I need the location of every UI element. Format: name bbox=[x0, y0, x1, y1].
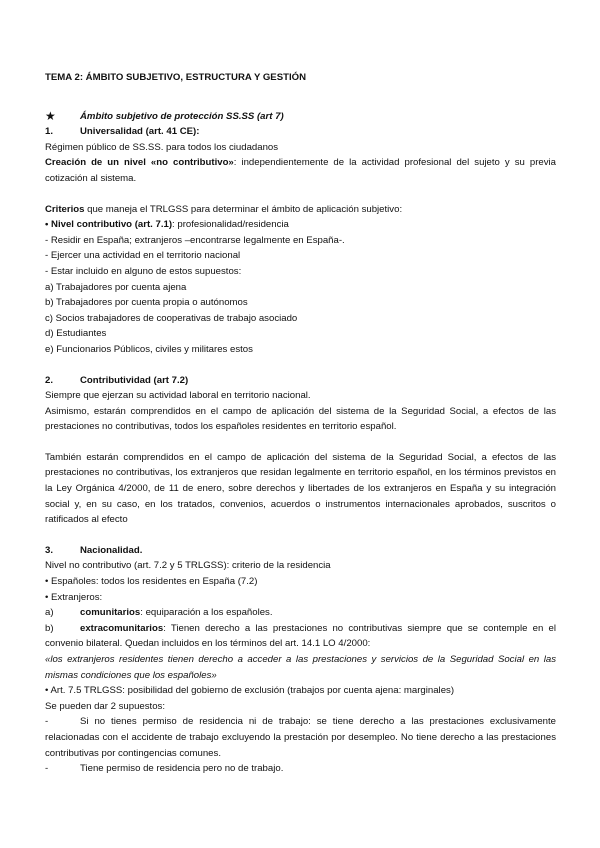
star-icon: ★ bbox=[45, 108, 56, 123]
paragraph-nivel bbox=[45, 217, 556, 233]
dash-item-1 bbox=[45, 714, 556, 761]
list-item: - Ejercer una actividad en el territorio nacional bbox=[45, 250, 241, 262]
section-title: Universalidad (art. 41 CE): bbox=[80, 126, 200, 138]
scope-heading bbox=[45, 109, 556, 125]
dash-marker: - bbox=[45, 763, 49, 775]
dash-marker: - bbox=[45, 716, 49, 728]
paragraph: Siempre que ejerzan su actividad laboral en territorio nacional. bbox=[45, 390, 311, 402]
list-item: • Extranjeros: bbox=[45, 591, 103, 603]
text-run: Si no tienes permiso de residencia ni de trabajo: se tiene derecho a las prestaciones exclusivamente relacionadas con el accidente de trabajo excluyendo la prestación por desempleo. No tiene derecho a las prestaciones contributivas por contingencias comunes. bbox=[45, 716, 556, 759]
bold-term: comunitarios bbox=[80, 607, 141, 619]
section-3-heading bbox=[45, 543, 556, 559]
text-run: : equiparación a los españoles. bbox=[140, 607, 273, 619]
bold-term: Creación de un nivel «no contributivo» bbox=[45, 157, 234, 169]
paragraph: Asimismo, estarán comprendidos en el campo de aplicación del sistema de la Seguridad Social, a efectos de las prestaciones no contributivas, todos los españoles residentes en territorio español. bbox=[45, 405, 556, 433]
text-run: Tiene permiso de residencia pero no de trabajo. bbox=[80, 763, 284, 775]
list-item-b-text bbox=[45, 621, 556, 652]
scope-heading-text: Ámbito subjetivo de protección SS.SS (art 7) bbox=[80, 110, 284, 122]
paragraph: También estarán comprendidos en el campo de aplicación del sistema de la Seguridad Social, a efectos de las prestaciones no contributivas, los extranjeros que residan legalmente en territorio español, en los términos previstos en la Ley Orgánica 4/2000, de 11 de enero, sobre derechos y libertades de los extranjeros en España y su integración social y, en su caso, en los tratados, convenios, acuerdos o instrumentos internacionales aprobados, suscritos o ratificados al efecto bbox=[45, 451, 556, 526]
section-number: 3. bbox=[45, 544, 54, 556]
dash-item-2 bbox=[45, 761, 556, 777]
list-item: • Españoles: todos los residentes en España (7.2) bbox=[45, 576, 258, 588]
list-item: e) Funcionarios Públicos, civiles y militares estos bbox=[45, 343, 253, 355]
text-run: : independientemente de la actividad profesional del sujeto y su previa cotización al sistema. bbox=[45, 157, 556, 184]
section-2-heading bbox=[45, 373, 556, 389]
list-item-a bbox=[45, 605, 556, 621]
list-item-b bbox=[45, 621, 556, 652]
list-item: • Art. 7.5 TRLGSS: posibilidad del gobierno de exclusión (trabajos por cuenta ajena: marginales) bbox=[45, 685, 455, 697]
document-title: TEMA 2: ÁMBITO SUBJETIVO, ESTRUCTURA Y GESTIÓN bbox=[45, 72, 307, 83]
quote: «los extranjeros residentes tienen derecho a acceder a las prestaciones y servicios de la Seguridad Social en las mismas condiciones que los españoles» bbox=[45, 654, 556, 681]
section-number: 1. bbox=[45, 126, 54, 138]
list-item: b) Trabajadores por cuenta propia o autónomos bbox=[45, 297, 248, 309]
list-item: d) Estudiantes bbox=[45, 328, 107, 340]
bold-term: Criterios bbox=[45, 203, 85, 215]
paragraph: Régimen público de SS.SS. para todos los ciudadanos bbox=[45, 141, 279, 153]
section-1-heading bbox=[45, 124, 556, 140]
paragraph: Se pueden dar 2 supuestos: bbox=[45, 700, 166, 712]
text-run: : profesionalidad/residencia bbox=[172, 219, 289, 231]
item-label: b) bbox=[45, 622, 54, 634]
section-title: Contributividad (art 7.2) bbox=[80, 374, 189, 386]
text-run: que maneja el TRLGSS para determinar el ámbito de aplicación subjetivo: bbox=[84, 203, 403, 215]
bold-term: • Nivel contributivo (art. 7.1) bbox=[45, 219, 173, 231]
paragraph-criterios bbox=[45, 202, 556, 218]
list-item: a) Trabajadores por cuenta ajena bbox=[45, 281, 187, 293]
list-item: - Estar incluido en alguno de estos supuestos: bbox=[45, 265, 242, 277]
section-number: 2. bbox=[45, 374, 54, 386]
paragraph: Nivel no contributivo (art. 7.2 y 5 TRLGSS): criterio de la residencia bbox=[45, 560, 331, 572]
section-title: Nacionalidad. bbox=[80, 544, 143, 556]
paragraph-creacion bbox=[45, 155, 556, 186]
text-run: : Tienen derecho a las prestaciones no contributivas siempre que se contemple en el convenio bilateral. Quedan incluidos en los términos del art. 14.1 LO 4/2000: bbox=[45, 622, 556, 650]
bold-term: extracomunitarios bbox=[80, 622, 164, 634]
list-item: - Residir en España; extranjeros –encontrarse legalmente en España-. bbox=[45, 234, 345, 246]
item-label: a) bbox=[45, 607, 54, 619]
list-item: c) Socios trabajadores de cooperativas de trabajo asociado bbox=[45, 312, 298, 324]
